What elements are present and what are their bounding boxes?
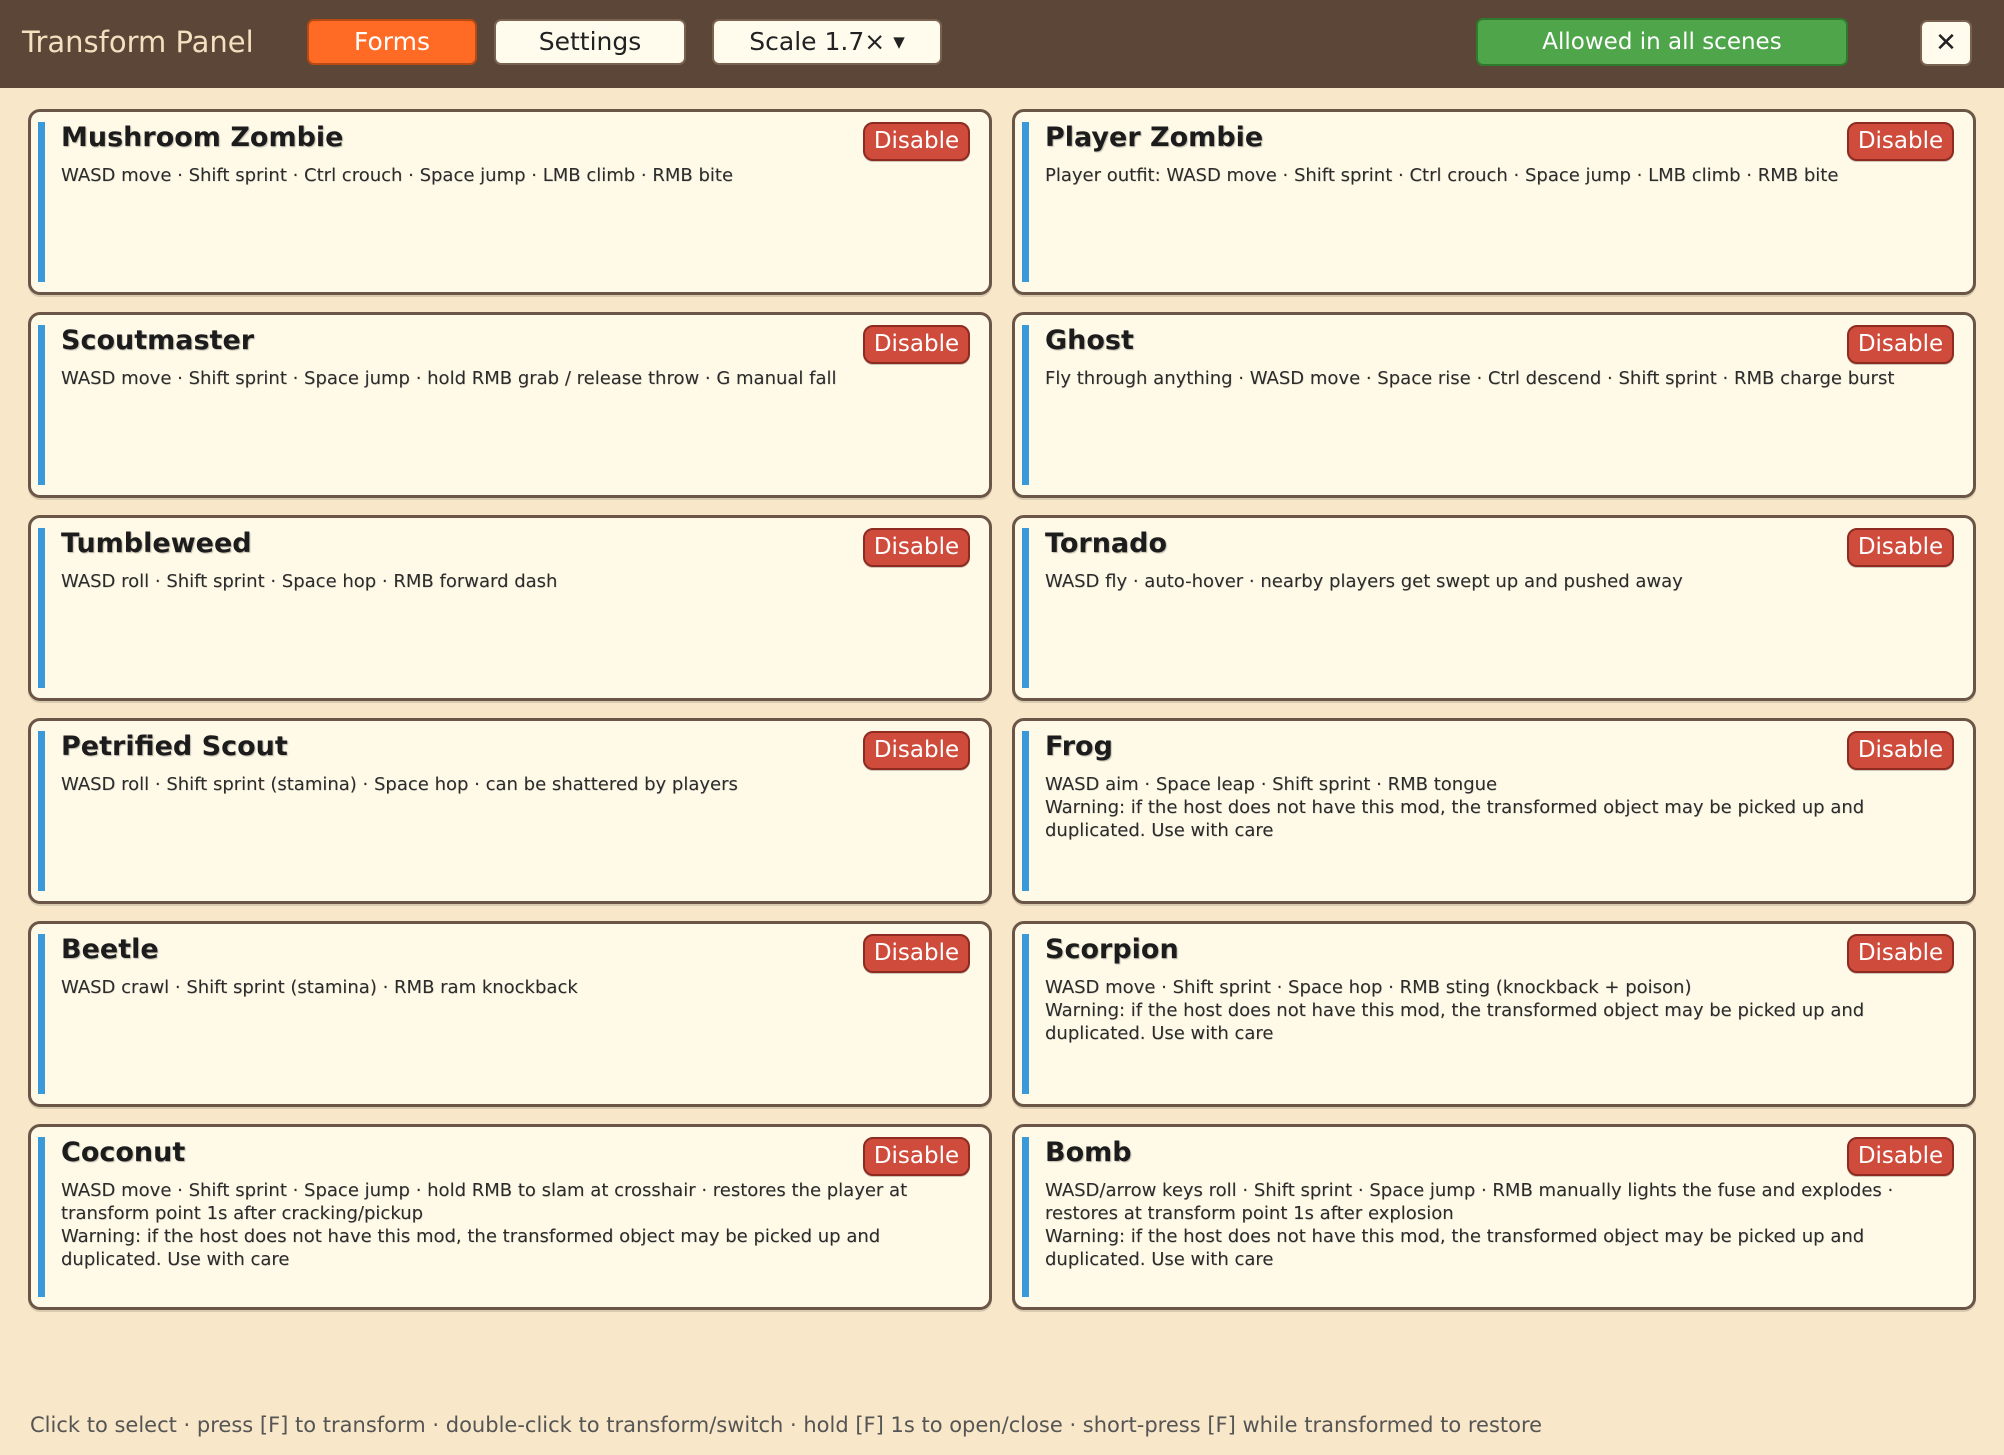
form-description [61, 164, 961, 187]
controls-text: WASD roll · Shift sprint (stamina) · Space hop · can be shattered by players [61, 774, 738, 795]
form-description [1045, 773, 1945, 842]
controls-text: WASD roll · Shift sprint · Space hop · RMB forward dash [61, 571, 558, 592]
form-description [1045, 367, 1945, 390]
card-accent-bar [38, 731, 45, 891]
card-accent-bar [1022, 934, 1029, 1094]
top-bar [0, 0, 2004, 88]
controls-text: Player outfit: WASD move · Shift sprint · Ctrl crouch · Space jump · LMB climb · RMB bite [1045, 165, 1839, 186]
footer-hint: Click to select · press [F] to transform · double-click to transform/switch · hold [F] 1s to open/close · short-press [F] while transformed to restore [30, 1413, 1543, 1437]
allowed-scenes-toggle[interactable]: Allowed in all scenes [1476, 18, 1848, 66]
form-description [1045, 570, 1945, 593]
form-name: Ghost [1045, 325, 1134, 356]
card-accent-bar [38, 122, 45, 282]
controls-text: WASD move · Shift sprint · Space jump · hold RMB grab / release throw · G manual fall [61, 368, 837, 389]
form-name: Tumbleweed [61, 528, 252, 559]
controls-text: WASD move · Shift sprint · Ctrl crouch · Space jump · LMB climb · RMB bite [61, 165, 734, 186]
controls-text: WASD crawl · Shift sprint (stamina) · RMB ram knockback [61, 977, 578, 998]
form-description [61, 367, 961, 390]
warning-text: Warning: if the host does not have this mod, the transformed object may be picked up and duplicated. Use with care [1045, 797, 1865, 841]
form-name: Scoutmaster [61, 325, 255, 356]
disable-button[interactable]: Disable [863, 528, 970, 567]
form-description [61, 1179, 961, 1271]
scale-dropdown[interactable] [712, 19, 942, 65]
form-description [1045, 164, 1945, 187]
card-accent-bar [1022, 1137, 1029, 1297]
disable-button[interactable]: Disable [1847, 122, 1954, 161]
form-card[interactable] [28, 921, 992, 1107]
disable-button[interactable]: Disable [1847, 1137, 1954, 1176]
chevron-down-icon: ▼ [893, 33, 905, 51]
controls-text: WASD aim · Space leap · Shift sprint · RMB tongue [1045, 774, 1498, 795]
disable-button[interactable]: Disable [863, 325, 970, 364]
disable-button[interactable]: Disable [863, 1137, 970, 1176]
controls-text: WASD move · Shift sprint · Space jump · hold RMB to slam at crosshair · restores the player at transform point 1s after cracking/pickup [61, 1180, 908, 1224]
disable-button[interactable]: Disable [863, 731, 970, 770]
form-card[interactable] [28, 109, 992, 295]
tab-forms[interactable]: Forms [307, 19, 477, 65]
tab-settings[interactable]: Settings [494, 19, 686, 65]
form-description [61, 570, 961, 593]
disable-button[interactable]: Disable [1847, 731, 1954, 770]
form-card[interactable] [28, 1124, 992, 1310]
disable-button[interactable]: Disable [863, 122, 970, 161]
form-card[interactable] [28, 515, 992, 701]
form-card[interactable] [1012, 1124, 1976, 1310]
form-name: Scorpion [1045, 934, 1179, 965]
card-accent-bar [38, 1137, 45, 1297]
card-accent-bar [1022, 325, 1029, 485]
controls-text: WASD fly · auto-hover · nearby players get swept up and pushed away [1045, 571, 1683, 592]
close-icon: ✕ [1935, 28, 1957, 58]
form-card[interactable] [1012, 921, 1976, 1107]
form-description [1045, 1179, 1945, 1271]
panel-title: Transform Panel [22, 25, 254, 59]
card-accent-bar [38, 528, 45, 688]
card-accent-bar [38, 934, 45, 1094]
form-card[interactable] [1012, 718, 1976, 904]
warning-text: Warning: if the host does not have this mod, the transformed object may be picked up and duplicated. Use with care [1045, 1226, 1865, 1270]
form-name: Coconut [61, 1137, 186, 1168]
close-button[interactable] [1920, 20, 1972, 66]
form-name: Mushroom Zombie [61, 122, 344, 153]
form-card[interactable] [1012, 515, 1976, 701]
form-name: Tornado [1045, 528, 1168, 559]
disable-button[interactable]: Disable [1847, 325, 1954, 364]
form-name: Beetle [61, 934, 159, 965]
card-accent-bar [1022, 731, 1029, 891]
form-card[interactable] [28, 312, 992, 498]
disable-button[interactable]: Disable [863, 934, 970, 973]
controls-text: WASD move · Shift sprint · Space hop · RMB sting (knockback + poison) [1045, 977, 1692, 998]
form-name: Player Zombie [1045, 122, 1264, 153]
form-description [61, 773, 961, 796]
form-description [61, 976, 961, 999]
form-description [1045, 976, 1945, 1045]
warning-text: Warning: if the host does not have this mod, the transformed object may be picked up and duplicated. Use with care [61, 1226, 881, 1270]
form-name: Bomb [1045, 1137, 1132, 1168]
card-accent-bar [1022, 528, 1029, 688]
form-card[interactable] [1012, 312, 1976, 498]
controls-text: Fly through anything · WASD move · Space rise · Ctrl descend · Shift sprint · RMB charge burst [1045, 368, 1895, 389]
scale-value: Scale 1.7× [749, 27, 886, 56]
form-card[interactable] [28, 718, 992, 904]
form-card[interactable] [1012, 109, 1976, 295]
disable-button[interactable]: Disable [1847, 934, 1954, 973]
form-name: Petrified Scout [61, 731, 288, 762]
disable-button[interactable]: Disable [1847, 528, 1954, 567]
form-name: Frog [1045, 731, 1113, 762]
controls-text: WASD/arrow keys roll · Shift sprint · Space jump · RMB manually lights the fuse and explodes · restores at transform point 1s after explosion [1045, 1180, 1894, 1224]
warning-text: Warning: if the host does not have this mod, the transformed object may be picked up and duplicated. Use with care [1045, 1000, 1865, 1044]
card-accent-bar [1022, 122, 1029, 282]
card-accent-bar [38, 325, 45, 485]
